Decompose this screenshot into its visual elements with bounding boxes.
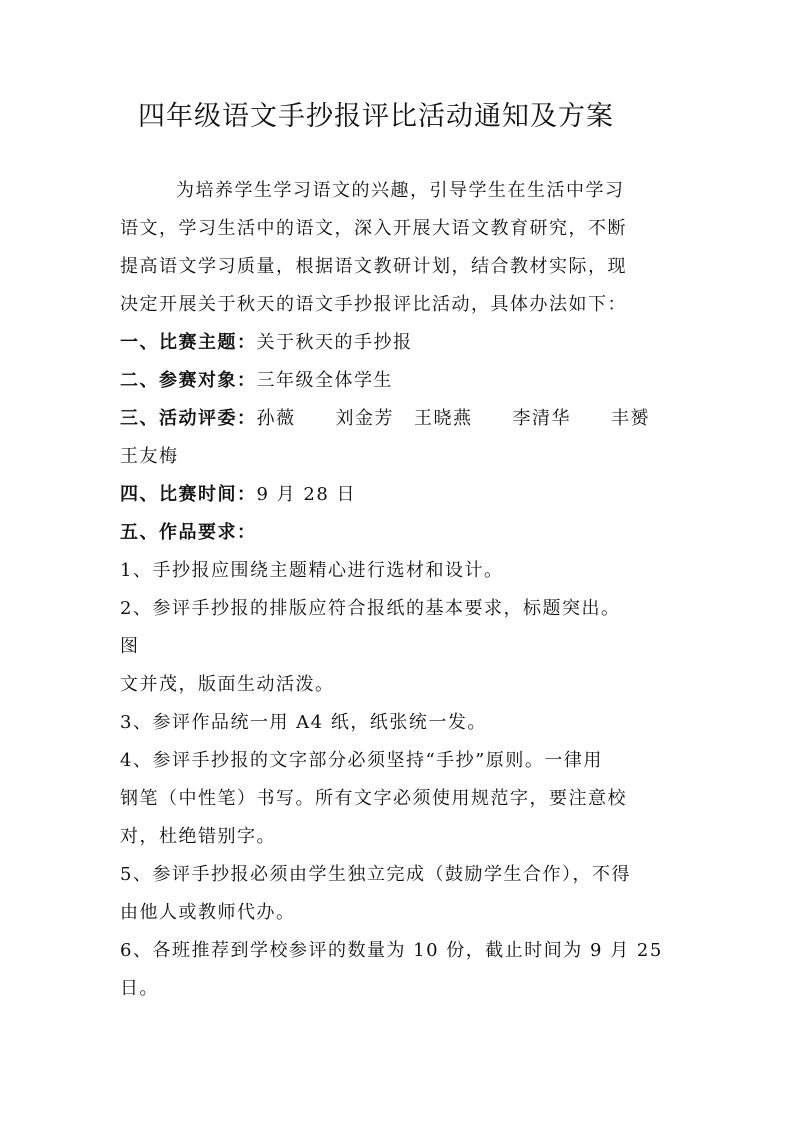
section-judges <box>120 400 680 438</box>
requirement-line: 日。 <box>120 978 159 999</box>
requirement-line: 4、参评手抄报的文字部分必须坚持“手抄”原则。一律用 <box>120 750 603 771</box>
section-time-value: 9 月 28 日 <box>256 484 357 505</box>
requirement-line: 文并茂，版面生动活泼。 <box>120 674 335 695</box>
section-time-label: 四、比赛时间： <box>120 484 257 505</box>
requirement-line: 对，杜绝错别字。 <box>120 826 276 847</box>
document-body <box>120 172 680 1008</box>
section-requirements-label: 五、作品要求： <box>120 522 257 543</box>
section-judges-continued <box>120 438 680 476</box>
intro-line: 语文，学习生活中的语文，深入开展大语文教育研究，不断 <box>120 218 627 239</box>
requirement-line: 2、参评手抄报的排版应符合报纸的基本要求，标题突出。 <box>120 598 621 619</box>
section-participants <box>120 362 680 400</box>
judge-name: 孙薇 <box>256 408 296 429</box>
requirement-line: 由他人或教师代办。 <box>120 902 296 923</box>
intro-line: 提高语文学习质量，根据语文教研计划，结合教材实际，现 <box>120 256 627 277</box>
section-participants-value: 三年级全体学生 <box>256 370 393 391</box>
section-participants-label: 二、参赛对象： <box>120 370 257 391</box>
requirement-line: 6、各班推荐到学校参评的数量为 10 份，截止时间为 9 月 25 <box>120 940 663 961</box>
judge-name: 丰赟 <box>611 408 650 429</box>
requirement-line: 3、参评作品统一用 A4 纸，纸张统一发。 <box>120 712 487 733</box>
section-theme-label: 一、比赛主题： <box>120 332 257 353</box>
judge-name: 刘金芳 <box>335 408 394 429</box>
judge-name: 王晓燕 <box>414 408 473 429</box>
requirement-line: 1、手抄报应围绕主题精心进行选材和设计。 <box>120 560 504 581</box>
section-theme <box>120 324 680 362</box>
intro-line: 决定开展关于秋天的语文手抄报评比活动，具体办法如下： <box>120 294 627 315</box>
requirement-line: 5、参评手抄报必须由学生独立完成（鼓励学生合作），不得 <box>120 864 631 885</box>
requirement-line: 钢笔（中性笔）书写。所有文字必须使用规范字，要注意校 <box>120 788 627 809</box>
judge-name: 李清华 <box>512 408 571 429</box>
section-time <box>120 476 680 514</box>
document-title: 四年级语文手抄报评比活动通知及方案 <box>138 101 614 132</box>
section-requirements <box>120 514 680 552</box>
requirement-line: 图 <box>120 636 140 657</box>
judge-name: 王友梅 <box>120 446 179 467</box>
intro-line: 为培养学生学习语文的兴趣，引导学生在生活中学习 <box>176 180 625 201</box>
section-judges-label: 三、活动评委： <box>120 408 257 429</box>
section-theme-value: 关于秋天的手抄报 <box>256 332 413 353</box>
